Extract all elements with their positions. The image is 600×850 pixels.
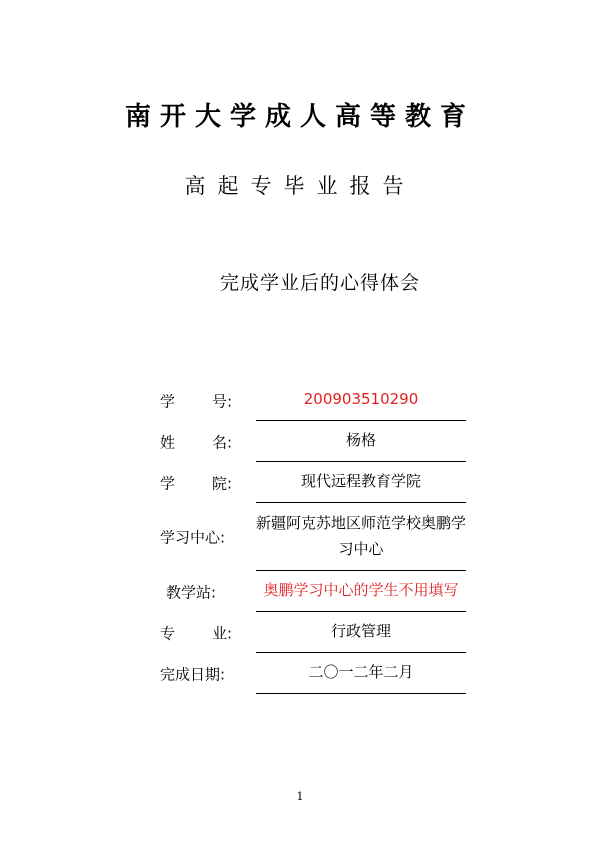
major-label: 专 业: <box>160 624 232 642</box>
row-student-id <box>150 380 470 421</box>
page-number: 1 <box>296 790 304 803</box>
student-id-label: 学 号: <box>160 392 232 410</box>
row-college <box>150 462 470 503</box>
learning-center-label: 学习中心: <box>160 528 226 547</box>
completion-date-value: 二〇一二年二月 <box>256 653 466 694</box>
teaching-station-label: 教学站: <box>166 583 217 601</box>
major-value: 行政管理 <box>256 612 466 653</box>
report-type-title: 高起专毕业报告 <box>184 174 416 198</box>
row-learning-center <box>150 503 470 571</box>
college-value: 现代远程教育学院 <box>256 462 466 503</box>
completion-date-label: 完成日期: <box>160 665 226 683</box>
row-name <box>150 421 470 462</box>
name-label: 姓 名: <box>160 433 232 451</box>
learning-center-value: 新疆阿克苏地区师范学校奥鹏学习中心 <box>256 503 466 571</box>
report-title: 完成学业后的心得体会 <box>219 272 420 294</box>
institution-title: 南开大学成人高等教育 <box>124 102 475 132</box>
student-id-value: 200903510290 <box>256 380 466 421</box>
name-value: 杨格 <box>256 421 466 462</box>
row-teaching-station <box>150 571 470 612</box>
row-completion-date <box>150 653 470 694</box>
row-major <box>150 612 470 653</box>
college-label: 学 院: <box>160 474 232 492</box>
info-table <box>150 380 470 694</box>
teaching-station-value: 奥鹏学习中心的学生不用填写 <box>256 571 466 612</box>
